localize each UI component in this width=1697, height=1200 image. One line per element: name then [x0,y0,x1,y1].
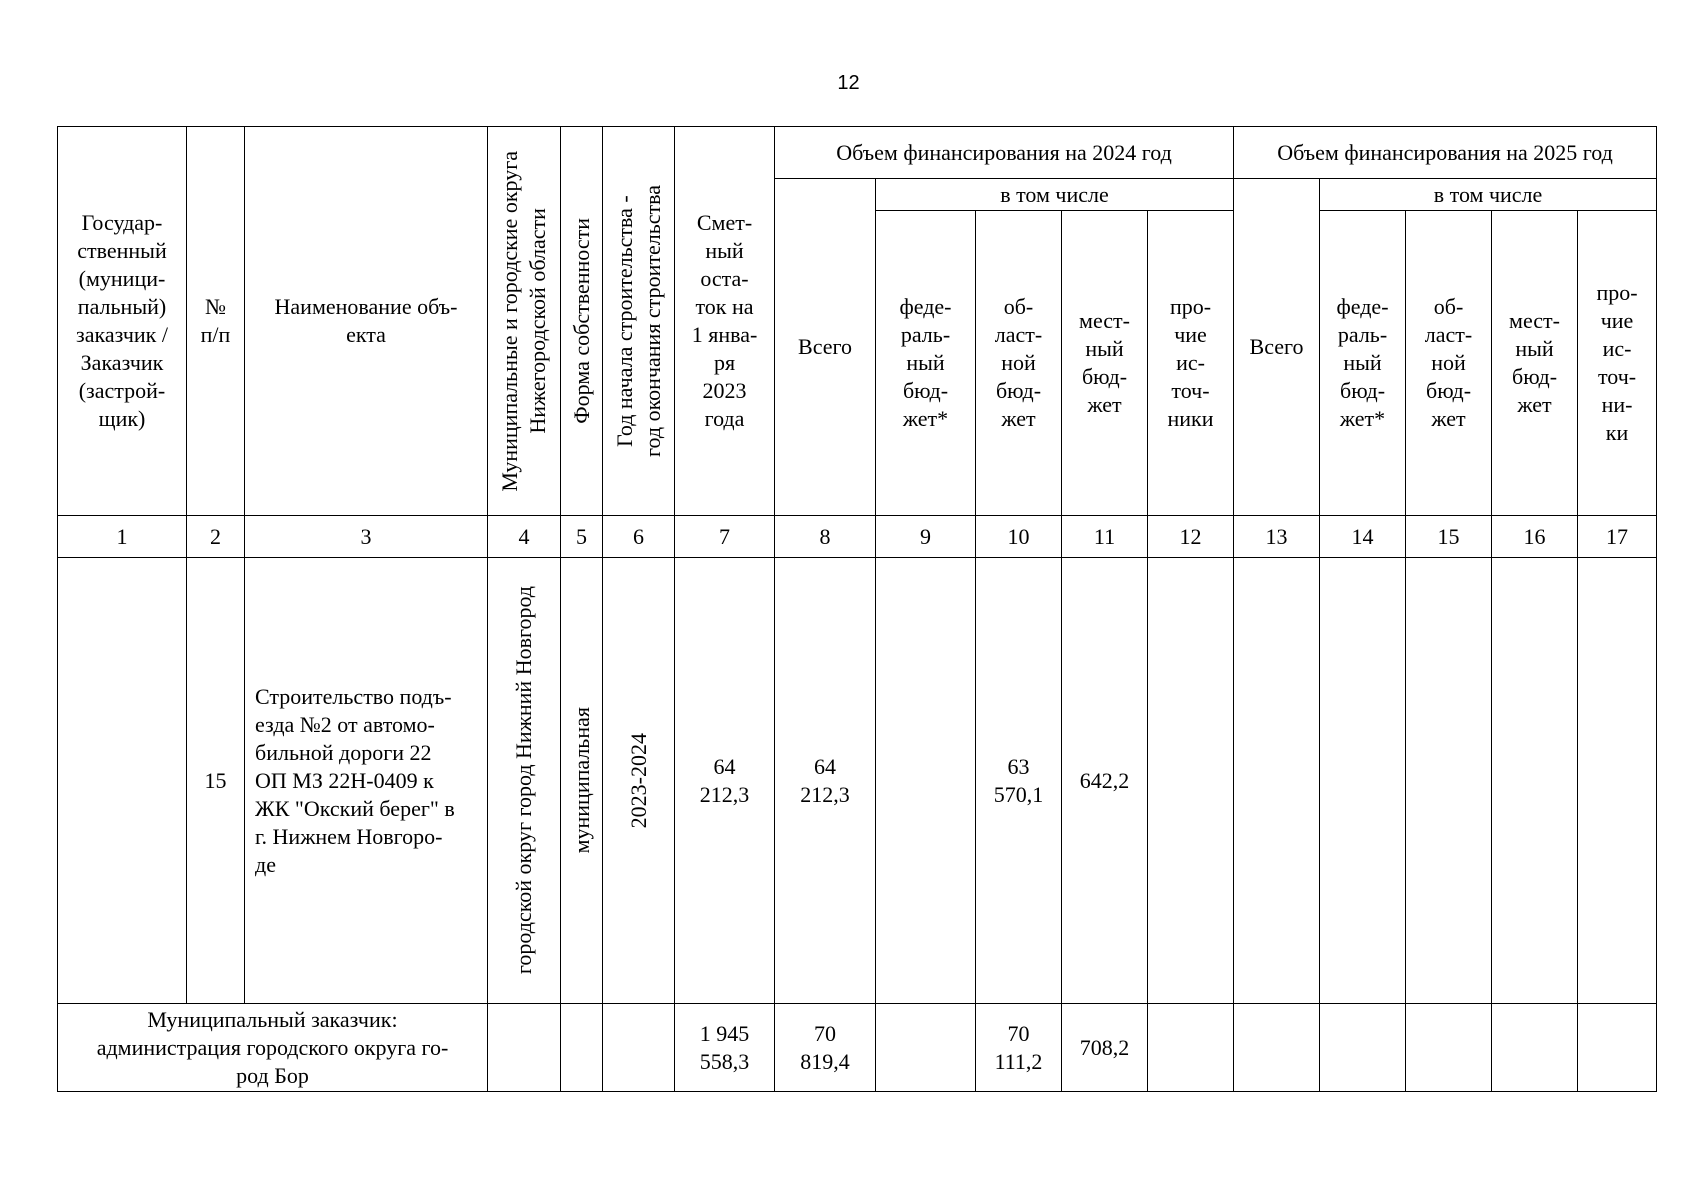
cell-object-name: Строительство подъ- езда №2 от автомо- бильной дороги 22 ОП МЗ 22Н-0409 к ЖК "Окский берег" в г. Нижнем Новгоро- де [245,558,488,1004]
column-number: 7 [675,516,775,558]
cell-total-2025 [1234,558,1320,1004]
cell-regional-2024: 63 570,1 [976,558,1062,1004]
total-federal-2024 [876,1004,976,1092]
column-number: 13 [1234,516,1320,558]
cell-customer [58,558,187,1004]
total-federal-2025 [1320,1004,1406,1092]
cell-num: 15 [187,558,245,1004]
total-district [488,1004,561,1092]
header-estimated-remaining: Смет- ный оста- ток на 1 янва- ря 2023 года [675,127,775,516]
column-number: 1 [58,516,187,558]
header-ownership-form: Форма собственности [561,127,603,516]
total-regional-2024: 70 111,2 [976,1004,1062,1092]
total-local-2024: 708,2 [1062,1004,1148,1092]
table-row [58,558,1657,1004]
column-number: 10 [976,516,1062,558]
header-other-2025: про- чие ис- точ- ни- ки [1578,211,1657,516]
column-number: 3 [245,516,488,558]
column-number: 12 [1148,516,1234,558]
header-including-2024: в том числе [876,179,1234,211]
header-num: № п/п [187,127,245,516]
financing-table [57,126,1657,1092]
column-number: 16 [1492,516,1578,558]
header-customer: Государ- ственный (муници- пальный) заказчик / Заказчик (застрой- щик) [58,127,187,516]
total-ownership [561,1004,603,1092]
total-total-2025 [1234,1004,1320,1092]
total-total-2024: 70 819,4 [775,1004,876,1092]
column-number-row [58,516,1657,558]
total-regional-2025 [1406,1004,1492,1092]
column-number: 14 [1320,516,1406,558]
cell-years: 2023-2024 [603,558,675,1004]
header-total-2024: Всего [775,179,876,516]
cell-ownership: муниципальная [561,558,603,1004]
header-federal-2025: феде- раль- ный бюд- жет* [1320,211,1406,516]
cell-federal-2025 [1320,558,1406,1004]
column-number: 15 [1406,516,1492,558]
total-label: Муниципальный заказчик: администрация городского округа го- род Бор [58,1004,488,1092]
page-number: 12 [837,72,860,94]
column-number: 11 [1062,516,1148,558]
cell-regional-2025 [1406,558,1492,1004]
column-number: 5 [561,516,603,558]
cell-estimated-remaining: 64 212,3 [675,558,775,1004]
header-regional-2024: об- ласт- ной бюд- жет [976,211,1062,516]
cell-local-2025 [1492,558,1578,1004]
cell-district: городской округ город Нижний Новгород [488,558,561,1004]
cell-federal-2024 [876,558,976,1004]
header-municipal-districts: Муниципальные и городские округа Нижегородской области [488,127,561,516]
total-other-2025 [1578,1004,1657,1092]
total-local-2025 [1492,1004,1578,1092]
header-federal-2024: феде- раль- ный бюд- жет* [876,211,976,516]
header-financing-2024: Объем финансирования на 2024 год [775,127,1234,179]
header-financing-2025: Объем финансирования на 2025 год [1234,127,1657,179]
column-number: 2 [187,516,245,558]
header-other-2024: про- чие ис- точ- ники [1148,211,1234,516]
total-row [58,1004,1657,1092]
column-number: 17 [1578,516,1657,558]
column-number: 4 [488,516,561,558]
total-other-2024 [1148,1004,1234,1092]
cell-other-2025 [1578,558,1657,1004]
total-years [603,1004,675,1092]
cell-local-2024: 642,2 [1062,558,1148,1004]
header-years: Год начала строительства - год окончания строительства [603,127,675,516]
total-estimated-remaining: 1 945 558,3 [675,1004,775,1092]
cell-total-2024: 64 212,3 [775,558,876,1004]
header-total-2025: Всего [1234,179,1320,516]
header-row-1 [58,127,1657,179]
cell-other-2024 [1148,558,1234,1004]
header-local-2024: мест- ный бюд- жет [1062,211,1148,516]
column-number: 9 [876,516,976,558]
column-number: 6 [603,516,675,558]
header-object-name: Наименование объ- екта [245,127,488,516]
column-number: 8 [775,516,876,558]
header-local-2025: мест- ный бюд- жет [1492,211,1578,516]
header-regional-2025: об- ласт- ной бюд- жет [1406,211,1492,516]
header-including-2025: в том числе [1320,179,1657,211]
